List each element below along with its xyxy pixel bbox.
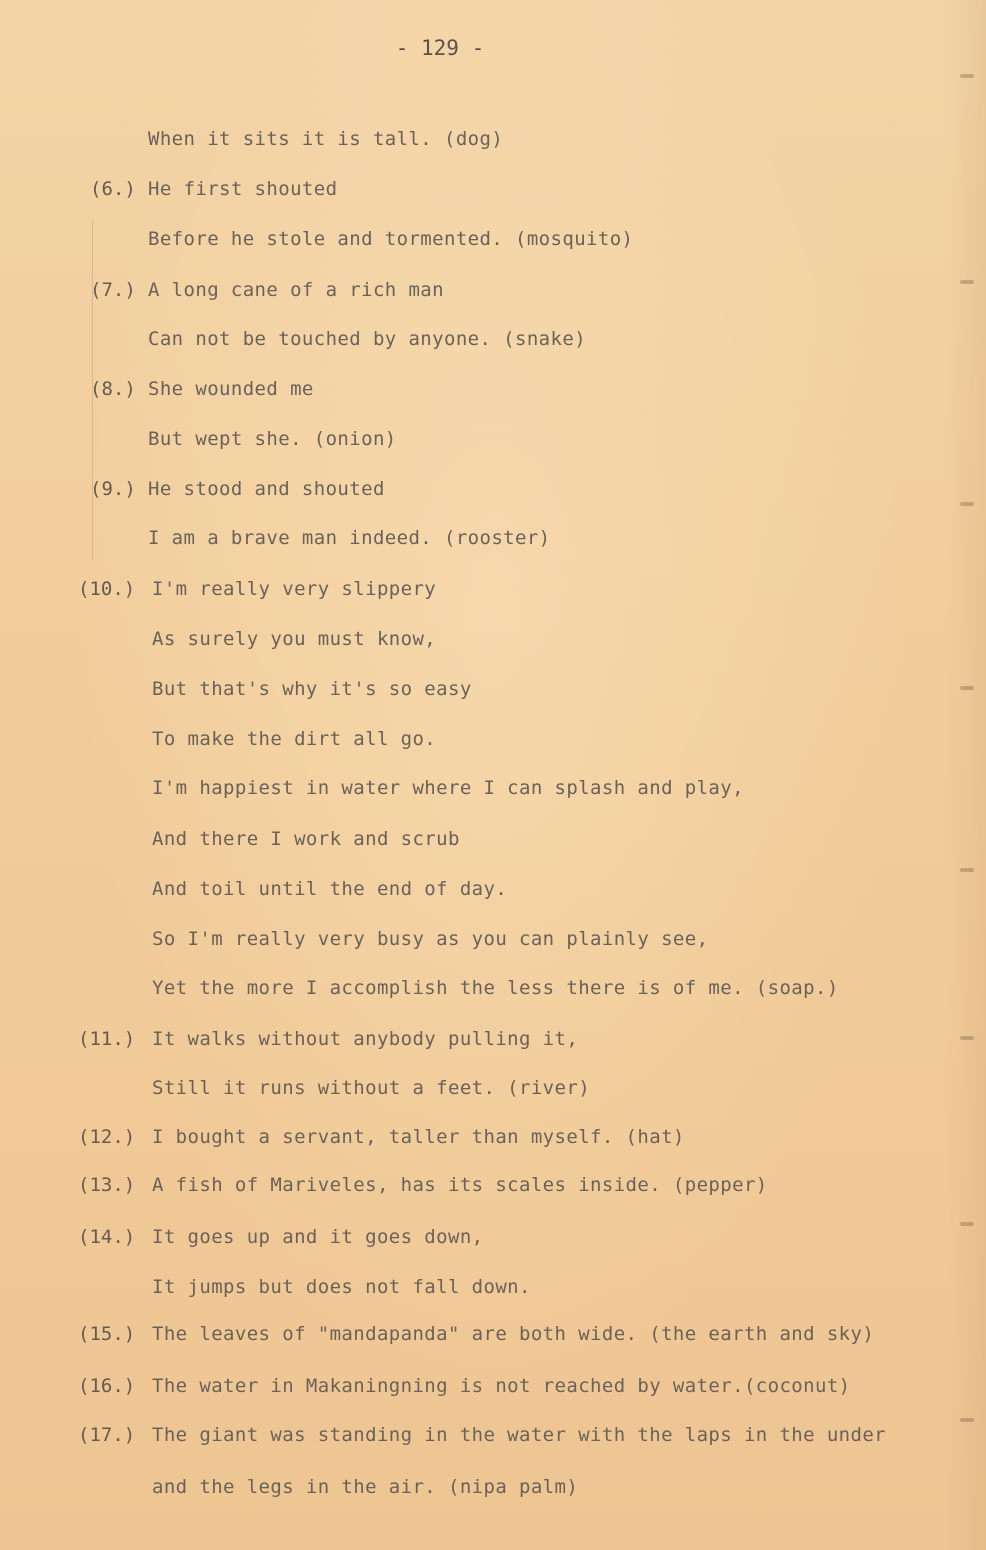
riddle-line: A fish of Mariveles, has its scales inside. (pepper) <box>152 1174 768 1196</box>
riddle-number: (11.) <box>78 1028 136 1050</box>
riddle-number: (15.) <box>78 1323 136 1345</box>
riddle-line: It jumps but does not fall down. <box>152 1276 531 1298</box>
riddle-line: I bought a servant, taller than myself. (hat) <box>152 1126 685 1148</box>
riddle-line: Before he stole and tormented. (mosquito) <box>148 228 634 250</box>
riddle-line: When it sits it is tall. (dog) <box>148 128 504 150</box>
page-edge-shading <box>946 0 986 1550</box>
riddle-line: Yet the more I accomplish the less there is of me. (soap.) <box>152 977 839 999</box>
binding-mark <box>960 868 974 872</box>
page-number: - 129 - <box>395 36 485 60</box>
riddle-line: So I'm really very busy as you can plainly see, <box>152 928 709 950</box>
riddle-number: (14.) <box>78 1226 136 1248</box>
riddle-line: He first shouted <box>148 178 338 200</box>
riddle-line: The water in Makaningning is not reached by water.(coconut) <box>152 1375 851 1397</box>
binding-mark <box>960 280 974 284</box>
riddle-number: (13.) <box>78 1174 136 1196</box>
riddle-number: (12.) <box>78 1126 136 1148</box>
riddle-line: It goes up and it goes down, <box>152 1226 484 1248</box>
binding-mark <box>960 502 974 506</box>
binding-mark <box>960 1036 974 1040</box>
riddle-line: I am a brave man indeed. (rooster) <box>148 527 551 549</box>
riddle-number: (10.) <box>78 578 136 600</box>
binding-mark <box>960 1222 974 1226</box>
riddle-number: (7.) <box>90 279 136 301</box>
binding-mark <box>960 686 974 690</box>
riddle-line: The leaves of "mandapanda" are both wide. (the earth and sky) <box>152 1323 875 1345</box>
riddle-line: But wept she. (onion) <box>148 428 397 450</box>
riddle-number: (17.) <box>78 1424 136 1446</box>
riddle-line: Still it runs without a feet. (river) <box>152 1077 591 1099</box>
riddle-line: It walks without anybody pulling it, <box>152 1028 579 1050</box>
riddle-number: (8.) <box>90 378 136 400</box>
binding-mark <box>960 1418 974 1422</box>
riddle-line: But that's why it's so easy <box>152 678 472 700</box>
binding-mark <box>960 74 974 78</box>
riddle-line: As surely you must know, <box>152 628 437 650</box>
riddle-number: (9.) <box>90 478 136 500</box>
riddle-line: A long cane of a rich man <box>148 279 444 301</box>
riddle-number: (6.) <box>90 178 136 200</box>
riddle-line: And toil until the end of day. <box>152 878 508 900</box>
riddle-line: and the legs in the air. (nipa palm) <box>152 1476 579 1498</box>
riddle-line: She wounded me <box>148 378 314 400</box>
riddle-line: And there I work and scrub <box>152 828 460 850</box>
riddle-line: I'm happiest in water where I can splash and play, <box>152 777 744 799</box>
riddle-line: He stood and shouted <box>148 478 385 500</box>
riddle-line: Can not be touched by anyone. (snake) <box>148 328 587 350</box>
riddle-line: To make the dirt all go. <box>152 728 437 750</box>
riddle-number: (16.) <box>78 1375 136 1397</box>
riddle-line: The giant was standing in the water with the laps in the under <box>152 1424 887 1446</box>
riddle-line: I'm really very slippery <box>152 578 437 600</box>
